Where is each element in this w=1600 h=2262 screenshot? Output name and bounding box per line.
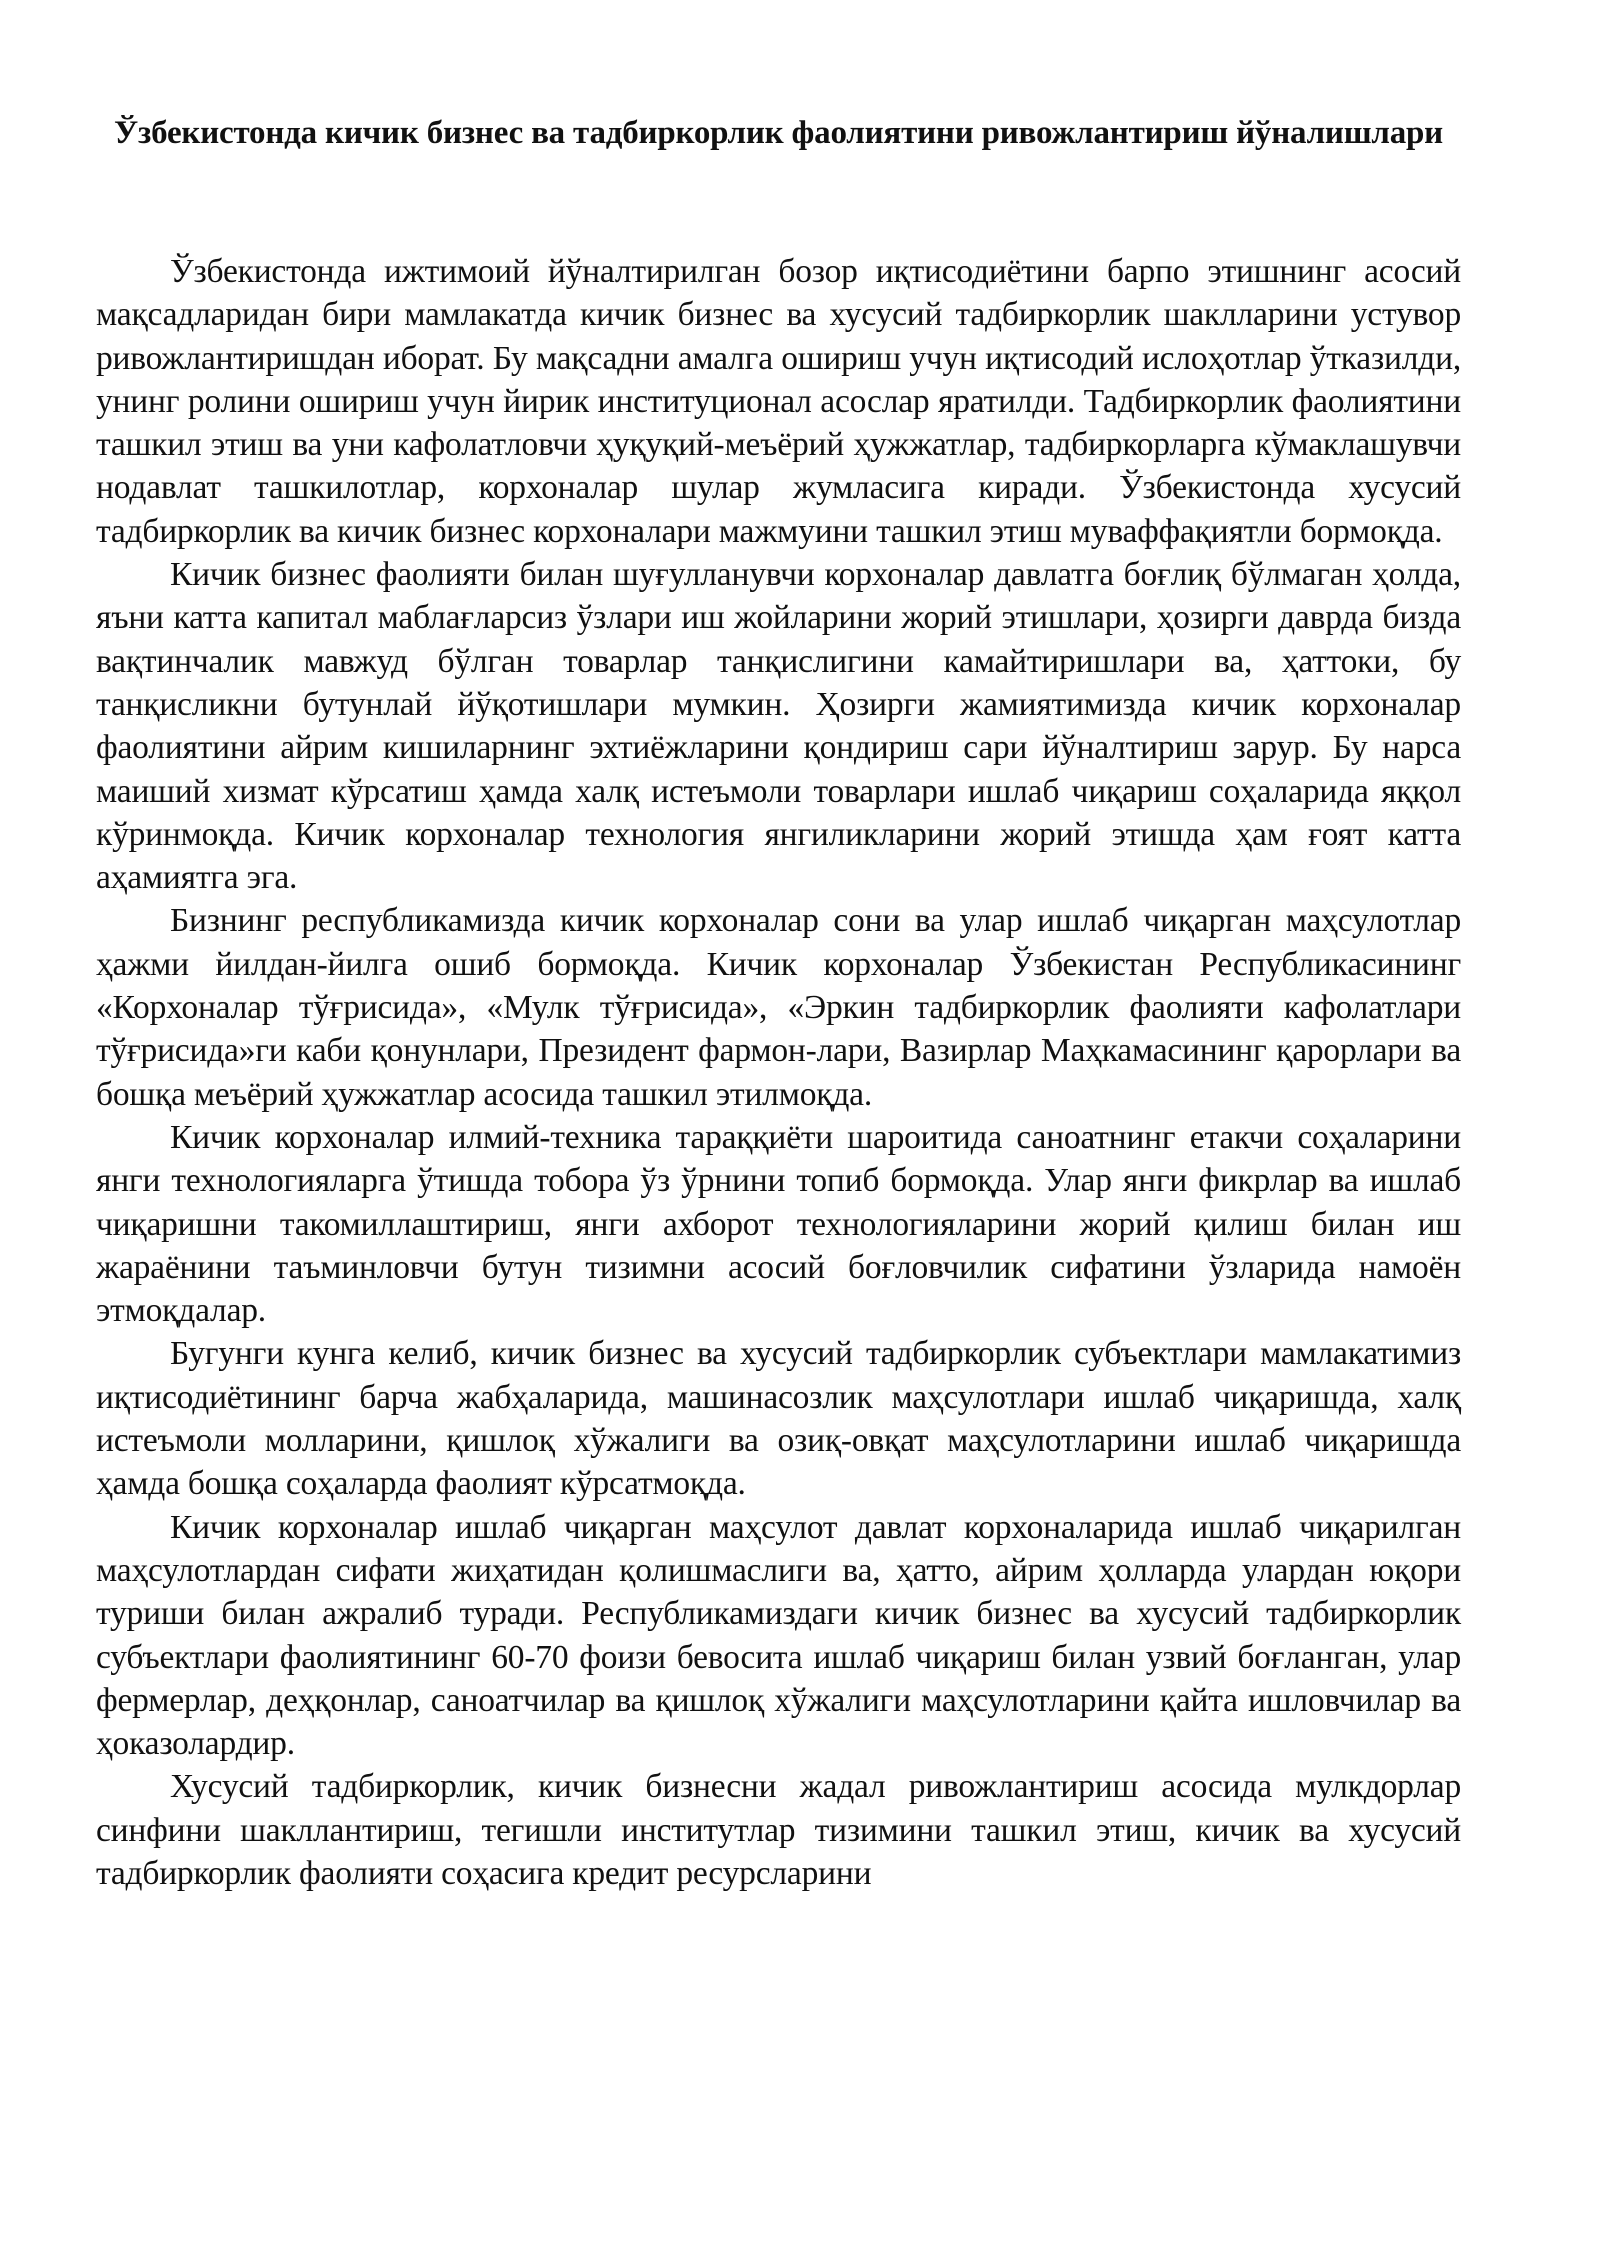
paragraph-3: Бизнинг республикамизда кичик корхоналар сони ва улар ишлаб чиқарган маҳсулотлар ҳажми йилдан-йилга ошиб бормоқда. Кичик корхоналар Ўзбекистан Республикасининг «Корхоналар тўғрисида», «Мулк тўғрисида», «Эркин тадбиркорлик фаолияти кафолатлари тўғрисида»ги каби қонунлари, Президент фармон-лари, Вазирлар Маҳкамасининг қарорлари ва бошқа меъёрий ҳужжатлар асосида ташкил этилмоқда. [96,902,1461,1113]
paragraph-2: Кичик бизнес фаолияти билан шуғулланувчи корхоналар давлатга боғлиқ бўлмаган ҳолда, яъни катта капитал маблағларсиз ўзлари иш жойларини жорий этишлари, ҳозирги даврда бизда вақтинчалик мавжуд бўлган товарлар танқислигини камайтиришлари ва, ҳаттоки, бу танқисликни бутунлай йўқотишлари мумкин. Ҳозирги жамиятимизда кичик корхоналар фаолиятини айрим кишиларнинг эхтиёжларини қондириш сари йўналтириш зарур. Бу нарса маиший хизмат кўрсатиш ҳамда халқ истеъмоли товарлари ишлаб чиқариш соҳаларида яққол кўринмоқда. Кичик корхоналар технология янгиликларини жорий этишда ҳам ғоят катта аҳамиятга эга. [96,556,1461,897]
document-body [96,250,1461,1895]
paragraph-4: Кичик корхоналар илмий-техника тараққиёти шароитида саноатнинг етакчи соҳаларини янги технологияларга ўтишда тобора ўз ўрнини топиб бормоқда. Улар янги фикрлар ва ишлаб чиқаришни такомиллаштириш, янги ахборот технологияларини жорий қилиш билан иш жараёнини таъминловчи бутун тизимни асосий боғловчилик сифатини ўзларида намоён этмоқдалар. [96,1118,1461,1330]
paragraph-6: Кичик корхоналар ишлаб чиқарган маҳсулот давлат корхоналарида ишлаб чиқарилган маҳсулотлардан сифати жиҳатидан қолишмаслиги ва, ҳатто, айрим ҳолларда улардан юқори туриши билан ажралиб туради. Республикамиздаги кичик бизнес ва хусусий тадбиркорлик субъектлари фаолиятининг 60-70 фоизи бевосита ишлаб чиқариш билан узвий боғланган, улар фермерлар, деҳқонлар, саноатчилар ва қишлоқ хўжалиги маҳсулотларини қайта ишловчилар ва ҳоказолардир. [96,1508,1461,1763]
paragraph-7: Хусусий тадбиркорлик, кичик бизнесни жадал ривожлантириш асосида мулкдорлар синфини шакллантириш, тегишли институтлар тизимини ташкил этиш, кичик ва хусусий тадбиркорлик фаолияти соҳасига кредит ресурсларини [96,1768,1461,1892]
paragraph-5: Бугунги кунга келиб, кичик бизнес ва хусусий тадбиркорлик субъектлари мамлакатимиз иқтисодиётининг барча жабҳаларида, машинасозлик маҳсулотлари ишлаб чиқаришда, халқ истеъмоли молларини, қишлоқ хўжалиги ва озиқ-овқат маҳсулотларини ишлаб чиқаришда ҳамда бошқа соҳаларда фаолият кўрсатмоқда. [96,1335,1461,1503]
paragraph-1: Ўзбекистонда ижтимоий йўналтирилган бозор иқтисодиётини барпо этишнинг асосий мақсадларидан бири мамлакатда кичик бизнес ва хусусий тадбиркорлик шаклларини устувор ривожлантиришдан иборат. Бу мақсадни амалга ошириш учун иқтисодий ислоҳотлар ўтказилди, унинг ролини ошириш учун йирик институционал асослар яратилди. Тадбиркорлик фаолиятини ташкил этиш ва уни кафолатловчи ҳуқуқий-меъёрий ҳужжатлар, тадбиркорларга кўмаклашувчи нодавлат ташкилотлар, корхоналар шулар жумласига киради. Ўзбекистонда хусусий тадбиркорлик ва кичик бизнес корхоналари мажмуини ташкил этиш муваффақиятли бормоқда. [96,253,1461,550]
document-title: Ўзбекистонда кичик бизнес ва тадбиркорлик фаолиятини ривожлантириш йўналишлари [114,115,1443,151]
